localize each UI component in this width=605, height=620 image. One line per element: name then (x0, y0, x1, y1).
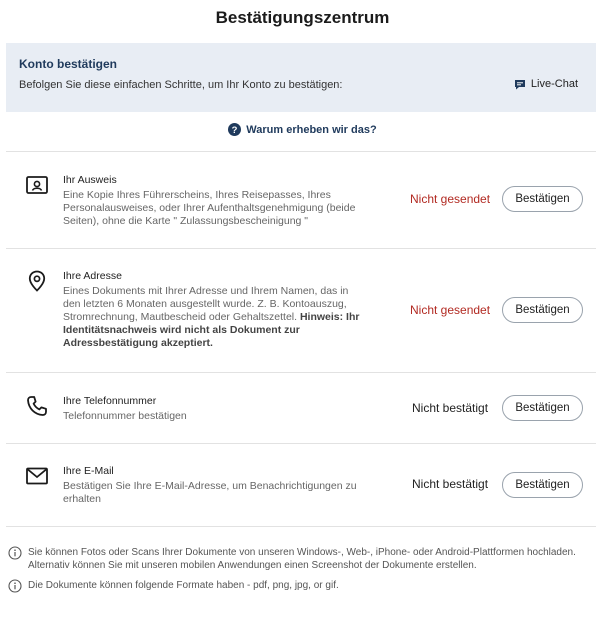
verify-row-phone (0, 373, 605, 443)
live-chat-label: Live-Chat (530, 78, 578, 90)
phone-text (63, 395, 368, 423)
info-icon (8, 579, 22, 593)
formats-info-text: Die Dokumente können folgende Formate haben - pdf, png, jpg, or gif. (28, 580, 339, 591)
id-title: Ihr Ausweis (63, 174, 117, 186)
email-status: Nicht bestätigt (412, 477, 489, 491)
upload-info-text: Sie können Fotos oder Scans Ihrer Dokumente von unseren Windows-, Web-, iPhone- oder Android-Plattformen hochladen. Alternativ können Sie mit unseren mobilen Anwendungen einen Screenshot der Dokumente erstellen. (28, 547, 576, 571)
confirm-email-button[interactable]: Bestätigen (502, 472, 583, 498)
svg-text:?: ? (231, 125, 238, 136)
confirm-phone-button[interactable]: Bestätigen (502, 395, 583, 421)
upload-info-note (8, 546, 578, 572)
location-pin-icon (25, 269, 49, 293)
id-text (63, 174, 368, 228)
verify-row-id (0, 152, 605, 248)
address-title: Ihre Adresse (63, 270, 122, 282)
confirm-address-button[interactable]: Bestätigen (502, 297, 583, 323)
id-description: Eine Kopie Ihres Führerscheins, Ihres Reisepasses, Ihres Personalausweises, oder Ihrer Aufenthaltsgenehmigung (beide Seiten), ohne die Karte " Zulassungsbescheinigung " (63, 189, 356, 227)
address-description-wrap (63, 285, 368, 350)
phone-title: Ihre Telefonnummer (63, 395, 157, 407)
verify-row-address (0, 249, 605, 372)
confirm-id-button[interactable]: Bestätigen (502, 186, 583, 212)
envelope-icon (25, 464, 49, 488)
why-we-collect-link[interactable] (0, 123, 605, 136)
page-title: Bestätigungszentrum (215, 8, 390, 27)
banner-subtitle: Befolgen Sie diese einfachen Schritte, um Ihr Konto zu bestätigen: (19, 79, 343, 91)
email-title: Ihre E-Mail (63, 465, 114, 477)
email-text (63, 465, 368, 506)
info-icon (8, 546, 22, 560)
live-chat-link[interactable] (514, 78, 578, 90)
verify-row-email (0, 444, 605, 526)
phone-icon (25, 394, 49, 418)
address-status: Nicht gesendet (410, 303, 491, 317)
id-card-icon (25, 173, 49, 197)
phone-status: Nicht bestätigt (412, 401, 489, 415)
phone-description: Telefonnummer bestätigen (63, 410, 187, 422)
address-text (63, 270, 368, 350)
why-link-label: Warum erheben wir das? (246, 123, 377, 136)
chat-bubble-icon (514, 79, 526, 90)
question-circle-icon (228, 123, 241, 136)
banner-title: Konto bestätigen (19, 57, 117, 71)
verification-banner (6, 43, 596, 112)
address-description: Eines Dokuments mit Ihrer Adresse und Ihrem Namen, das in den letzten 6 Monaten ausgestellt wurde. Z. B. Kontoauszug, Stromrechnung, Mautbescheid oder Gehaltszettel. (63, 285, 349, 323)
id-status: Nicht gesendet (410, 192, 491, 206)
formats-info-note (8, 579, 578, 593)
divider (6, 526, 596, 527)
email-description: Bestätigen Sie Ihre E-Mail-Adresse, um Benachrichtigungen zu erhalten (63, 480, 357, 505)
address-note: Hinweis: Ihr Identitätsnachweis wird nicht als Dokument zur Adressbestätigung akzeptiert. (63, 311, 360, 349)
